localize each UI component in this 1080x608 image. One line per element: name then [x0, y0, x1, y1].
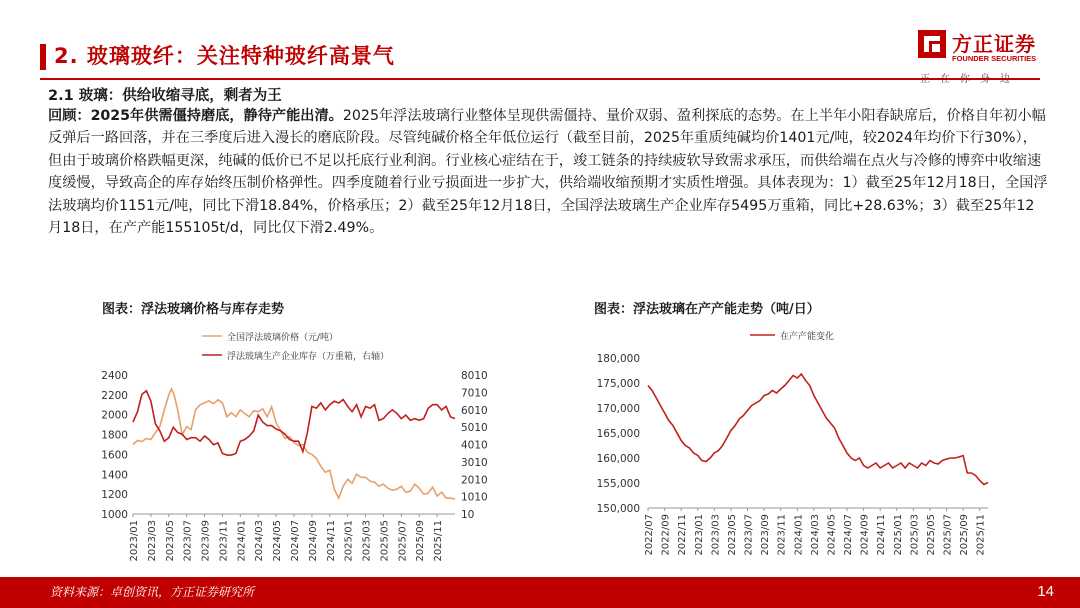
- capacity-y-tick-label: 150,000: [596, 503, 640, 515]
- capacity-x-tick-label: 2025/03: [909, 514, 921, 556]
- capacity-x-tick-label: 2024/07: [843, 514, 855, 556]
- capacity-x-tick-label: 2023/05: [726, 514, 738, 556]
- x-tick-label: 2023/01: [129, 520, 140, 562]
- logo-text-cn: 方正证券: [952, 32, 1036, 56]
- right-y-tick-label: 10: [461, 509, 475, 521]
- legend-price-label: 全国浮法玻璃价格（元/吨）: [227, 333, 339, 343]
- capacity-x-tick-label: 2025/11: [975, 514, 987, 556]
- capacity-y-tick-label: 175,000: [596, 378, 640, 390]
- x-tick-label: 2023/09: [200, 520, 212, 562]
- x-tick-label: 2023/11: [218, 520, 230, 562]
- left-y-tick-label: 2400: [101, 370, 128, 382]
- price-series-line: [133, 389, 455, 499]
- price-inventory-chart: [85, 320, 585, 590]
- right-series: [648, 374, 988, 485]
- right-y-tick-label: 5010: [461, 422, 488, 435]
- header-divider: [40, 78, 1040, 80]
- capacity-x-tick-label: 2023/01: [693, 514, 705, 556]
- right-y-tick-label: 8010: [461, 370, 488, 382]
- right-y-tick-label: 7010: [461, 387, 488, 400]
- left-y-tick-label: 1000: [101, 509, 128, 521]
- left-y-tick-label: 1200: [101, 489, 128, 502]
- x-tick-label: 2024/01: [236, 520, 248, 562]
- capacity-x-tick-label: 2025/09: [959, 514, 971, 556]
- capacity-chart: [590, 320, 1040, 590]
- capacity-y-tick-label: 165,000: [596, 428, 640, 440]
- section-title: 2.1 玻璃：供给收缩寻底，剩者为王: [48, 88, 282, 104]
- legend-stock-label: 浮法玻璃生产企业库存（万重箱，右轴）: [227, 352, 390, 362]
- right-legend: [750, 330, 834, 342]
- x-tick-label: 2025/03: [361, 520, 373, 562]
- capacity-x-tick-label: 2025/01: [892, 514, 904, 556]
- capacity-series-line: [648, 374, 988, 485]
- capacity-x-tick-label: 2022/07: [644, 514, 655, 556]
- x-tick-label: 2023/07: [182, 520, 194, 562]
- body-lead: 回顾：2025年供需僵持磨底，静待产能出清。: [48, 108, 343, 124]
- x-tick-label: 2025/07: [397, 520, 409, 562]
- left-y-tick-label: 2000: [101, 409, 128, 422]
- capacity-y-tick-label: 160,000: [596, 453, 640, 465]
- capacity-x-tick-label: 2022/09: [660, 514, 672, 556]
- left-y-tick-label: 2200: [101, 389, 128, 402]
- left-series: [133, 389, 455, 499]
- footer-source: 资料来源：卓创资讯，方正证券研究所: [50, 585, 255, 599]
- x-tick-label: 2024/05: [272, 520, 284, 562]
- x-tick-label: 2023/05: [164, 520, 176, 562]
- right-chart-title: 图表：浮法玻璃在产产能走势（吨/日）: [594, 302, 820, 317]
- capacity-x-tick-label: 2025/05: [925, 514, 937, 556]
- logo-mark-icon: [918, 30, 946, 58]
- capacity-x-tick-label: 2024/05: [826, 514, 838, 556]
- right-y-tick-label: 1010: [461, 491, 488, 504]
- page-title: 2. 玻璃玻纤：关注特种玻纤高景气: [54, 44, 395, 68]
- title-accent-bar: [40, 44, 46, 70]
- capacity-x-tick-label: 2023/11: [776, 514, 788, 556]
- right-y-tick-label: 6010: [461, 404, 488, 417]
- left-y-tick-label: 1800: [101, 429, 128, 442]
- capacity-x-tick-label: 2023/09: [760, 514, 772, 556]
- x-tick-label: 2025/11: [433, 520, 445, 562]
- x-tick-label: 2023/03: [146, 520, 158, 562]
- capacity-x-tick-label: 2023/03: [710, 514, 722, 556]
- x-tick-label: 2024/11: [325, 520, 337, 562]
- x-tick-label: 2024/03: [254, 520, 266, 562]
- inventory-series-line: [133, 391, 455, 455]
- x-tick-label: 2025/09: [415, 520, 427, 562]
- right-axes: [597, 353, 988, 556]
- left-legend: [202, 331, 389, 362]
- x-tick-label: 2025/01: [343, 520, 355, 562]
- capacity-x-tick-label: 2024/09: [859, 514, 871, 556]
- left-axes: [101, 370, 487, 562]
- left-chart-title: 图表：浮法玻璃价格与库存走势: [102, 302, 285, 317]
- capacity-y-tick-label: 170,000: [596, 403, 640, 415]
- page-number: 14: [1037, 583, 1054, 600]
- capacity-x-tick-label: 2023/07: [743, 514, 755, 556]
- right-y-tick-label: 3010: [461, 456, 488, 469]
- x-tick-label: 2025/05: [379, 520, 391, 562]
- right-y-tick-label: 2010: [461, 474, 488, 487]
- body-text: 2025年浮法玻璃行业整体呈现供需僵持、量价双弱、盈利探底的态势。在上半年小阳春缺席后，价格自年初小幅反弹后一路回落，并在三季度后进入漫长的磨底阶段。尽管纯碱价格全年低位运行（截至目前，2025年重质纯碱均价1401元/吨，较2024年均价下行30%），但由于玻璃价格跌幅更深，纯碱的低价已不足以托底行业利润。行业核心症结在于，竣工链条的持续疲软导致需求承压，而供给端在点火与冷修的博弈中收缩速度缓慢，导致高企的库存始终压制价格弹性。四季度随着行业亏损面进一步扩大，供给端收缩预期才实质性增强。具体表现为：1）截至25年12月18日，全国浮法玻璃均价1151元/吨，同比下滑18.84%，价格承压；2）截至25年12月18日，全国浮法玻璃生产企业库存5495万重箱，同比+28.63%；3）截至25年12月18日，在产产能155105t/d，同比仅下滑2.49%。: [48, 108, 1048, 237]
- logo-text-en: FOUNDER SECURITIES: [952, 54, 1037, 63]
- capacity-x-tick-label: 2024/01: [793, 514, 805, 556]
- left-y-tick-label: 1600: [101, 449, 128, 462]
- capacity-x-tick-label: 2025/07: [942, 514, 954, 556]
- capacity-x-tick-label: 2022/11: [677, 514, 689, 556]
- body-paragraph: [48, 105, 1048, 239]
- x-tick-label: 2024/07: [290, 520, 301, 562]
- capacity-x-tick-label: 2024/03: [809, 514, 821, 556]
- x-tick-label: 2024/09: [307, 520, 319, 562]
- capacity-x-tick-label: 2024/11: [876, 514, 888, 556]
- capacity-y-tick-label: 180,000: [596, 353, 640, 365]
- left-y-tick-label: 1400: [101, 469, 128, 482]
- capacity-y-tick-label: 155,000: [596, 478, 640, 490]
- right-y-tick-label: 4010: [461, 439, 488, 452]
- legend-capacity-label: 在产产能变化: [780, 332, 835, 342]
